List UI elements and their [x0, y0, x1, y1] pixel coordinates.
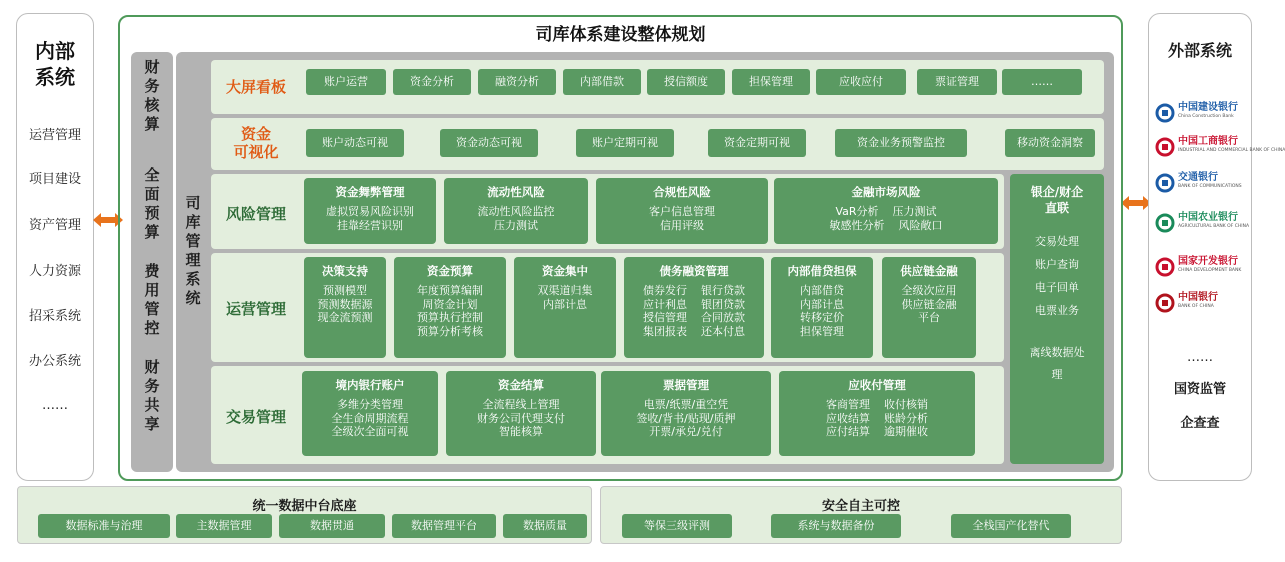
finance-column-label: 财 务 共 享: [144, 358, 160, 433]
risk-box-line: 敏感性分析 风险敞口: [829, 218, 943, 232]
risk-box-line: 虚拟贸易风险识别: [326, 205, 414, 218]
internal-system-item[interactable]: 人力资源: [28, 264, 81, 279]
bank-english-name: INDUSTRIAL AND COMMERCIAL BANK OF CHINA: [1178, 148, 1285, 153]
ops-box-line: 周资金计划: [422, 297, 478, 311]
ops-box-line: 全级次应用: [901, 284, 957, 297]
bank-emblem-icon: [1155, 293, 1175, 313]
external-ellipsis: ……: [1187, 350, 1213, 365]
ops-box-line: 年度预算编制: [417, 284, 483, 297]
bank-english-name: BANK OF CHINA: [1178, 304, 1214, 309]
bank-name: 中国建设银行: [1178, 102, 1238, 113]
ops-box: [514, 257, 616, 358]
bank-name: 中国银行: [1178, 292, 1218, 303]
trade-label: 交易管理: [225, 408, 286, 426]
ops-box-line: 平台: [918, 311, 940, 324]
ops-box-title: 供应链金融: [900, 264, 958, 278]
risk-box-line: 信用评级: [660, 218, 704, 232]
bank-english-name: AGRICULTURAL BANK OF CHINA: [1178, 224, 1250, 229]
bank-name: 交通银行: [1178, 172, 1218, 183]
ops-box-title: 内部借贷担保: [787, 264, 857, 278]
dashboard-item[interactable]: 账户运营: [306, 69, 386, 95]
risk-label: 风险管理: [225, 205, 286, 223]
dashboard-item[interactable]: 授信额度: [647, 69, 725, 95]
external-systems-title: 外部系统: [1167, 41, 1232, 60]
visual-item[interactable]: 账户定期可视: [576, 129, 674, 157]
trade-box-title: 票据管理: [663, 378, 709, 392]
trade-box-line: 多维分类管理: [337, 398, 403, 411]
ops-box: [304, 257, 386, 358]
bank-emblem-icon: [1155, 257, 1175, 277]
bank-name: 中国工商银行: [1178, 136, 1238, 147]
ops-box-line: 应计利息 银团贷款: [643, 297, 745, 311]
risk-box-line: 挂靠经营识别: [337, 218, 403, 232]
ops-label: 运营管理: [225, 300, 286, 318]
ops-box-body: [771, 284, 873, 338]
trade-box-body: [779, 398, 975, 439]
security-item[interactable]: 系统与数据备份: [771, 514, 901, 538]
trade-box-line: 全级次全面可视: [331, 425, 409, 438]
trade-box-title: 境内银行账户: [335, 378, 405, 392]
bank-name: 中国农业银行: [1178, 212, 1238, 223]
bank-link-column: [1010, 174, 1104, 464]
visual-item[interactable]: 资金定期可视: [708, 129, 806, 157]
security-item[interactable]: 等保三级评测: [622, 514, 732, 538]
bank-name: 国家开发银行: [1178, 256, 1238, 267]
trade-box-line: 应收结算 账龄分析: [826, 411, 928, 425]
bank-emblem-icon: [1155, 173, 1175, 193]
bank-logo[interactable]: [1152, 136, 1285, 158]
ops-box-line: 双渠道归集: [537, 284, 593, 297]
right-bidirectional-arrow-icon: [1121, 196, 1151, 210]
qichacha-label: 企查查: [1180, 416, 1220, 431]
risk-box-title: 资金舞弊管理: [335, 185, 405, 199]
trade-box-body: [446, 398, 596, 439]
bank-english-name: CHINA DEVELOPMENT BANK: [1178, 268, 1242, 273]
ops-box-line: 现金流预测: [317, 311, 373, 324]
internal-system-item[interactable]: 运营管理: [28, 128, 81, 143]
bank-logo[interactable]: [1152, 212, 1250, 234]
ops-box: [771, 257, 873, 358]
risk-box-body: [444, 205, 588, 232]
risk-box: [304, 178, 436, 244]
data-platform-title: 统一数据中台底座: [252, 499, 357, 514]
ops-box: [882, 257, 976, 358]
risk-box-title: 金融市场风险: [851, 185, 921, 199]
treasury-system-label: 司 库 管 理 系 统: [185, 194, 201, 307]
dashboard-item[interactable]: 应收应付: [816, 69, 906, 95]
data-platform-item[interactable]: 数据标准与治理: [38, 514, 170, 538]
regulator-label: 国资监管: [1173, 382, 1226, 397]
ops-box-line: 授信管理 合同放款: [643, 311, 745, 324]
visual-label: 资金 可视化: [233, 125, 279, 161]
bank-link-title: 银企/财企 直联: [1030, 185, 1084, 215]
risk-box-title: 流动性风险: [487, 185, 545, 199]
bank-logo[interactable]: [1152, 256, 1250, 278]
trade-box: [446, 371, 596, 456]
internal-system-item[interactable]: 招采系统: [28, 309, 81, 324]
bank-logo[interactable]: [1152, 172, 1250, 194]
bank-link-item[interactable]: 交易处理: [1035, 235, 1079, 248]
dashboard-item[interactable]: 融资分析: [478, 69, 556, 95]
risk-box-body: [596, 205, 768, 232]
ops-box-title: 决策支持: [322, 264, 368, 278]
internal-system-item[interactable]: 项目建设: [28, 172, 81, 187]
trade-box-title: 应收付管理: [848, 378, 906, 392]
risk-box: [444, 178, 588, 244]
data-platform-item[interactable]: 数据贯通: [279, 514, 385, 538]
risk-box-body: [304, 205, 436, 232]
ops-box-body: [394, 284, 506, 338]
risk-box-line: VaR分析 压力测试: [835, 205, 937, 218]
internal-systems-title: 内部 系统: [35, 39, 75, 89]
trade-box-line: 签收/背书/贴现/质押: [636, 411, 736, 425]
dashboard-item[interactable]: 内部借款: [563, 69, 641, 95]
trade-box-body: [601, 398, 771, 439]
security-item[interactable]: 全栈国产化替代: [951, 514, 1071, 538]
data-platform-item[interactable]: 数据管理平台: [392, 514, 496, 538]
risk-box-line: 客户信息管理: [649, 205, 715, 218]
trade-box-line: 全生命周期流程: [331, 411, 409, 425]
ops-box-body: [514, 284, 616, 311]
ops-box-body: [624, 284, 764, 338]
risk-box-title: 合规性风险: [653, 185, 711, 199]
ops-box-title: 资金集中: [542, 264, 588, 278]
risk-box: [596, 178, 768, 244]
trade-box-line: 开票/承兑/兑付: [649, 425, 723, 438]
trade-box-line: 智能核算: [499, 425, 543, 438]
dashboard-item[interactable]: 担保管理: [732, 69, 810, 95]
dashboard-item[interactable]: ……: [1002, 69, 1082, 95]
finance-column-label: 全 面 预 算: [144, 166, 160, 241]
trade-box: [302, 371, 438, 456]
risk-box-line: 流动性风险监控: [477, 205, 555, 218]
trade-box-line: 客商管理 收付核销: [826, 398, 928, 411]
trade-box-line: 应付结算 逾期催收: [826, 425, 928, 438]
trade-box-line: 全流程线上管理: [482, 398, 560, 411]
ops-box: [624, 257, 764, 358]
bank-emblem-icon: [1155, 213, 1175, 233]
dashboard-item[interactable]: 资金分析: [393, 69, 471, 95]
trade-box: [779, 371, 975, 456]
internal-system-item[interactable]: 办公系统: [28, 354, 81, 369]
bank-link-extra: 离线数据处 理: [1029, 346, 1085, 381]
trade-box-title: 资金结算: [498, 378, 544, 392]
trade-box-line: 财务公司代理支付: [477, 411, 565, 425]
bank-emblem-icon: [1155, 137, 1175, 157]
trade-box-line: 电票/纸票/重空凭: [643, 398, 729, 411]
ops-box-line: 预测模型: [323, 284, 367, 297]
visual-item[interactable]: 资金动态可视: [440, 129, 538, 157]
visual-item[interactable]: 资金业务预警监控: [835, 129, 967, 157]
bank-logo[interactable]: [1152, 292, 1250, 314]
internal-system-item[interactable]: 资产管理: [28, 218, 81, 233]
ops-box-line: 内部计息: [543, 297, 587, 311]
bank-emblem-icon: [1155, 103, 1175, 123]
trade-box: [601, 371, 771, 456]
ops-box-line: 供应链金融: [901, 297, 957, 311]
data-platform-item[interactable]: 数据质量: [503, 514, 587, 538]
bank-logo[interactable]: [1152, 102, 1250, 124]
data-platform-item[interactable]: 主数据管理: [176, 514, 272, 538]
finance-column: [131, 52, 173, 472]
ops-box-line: 预测数据源: [317, 297, 373, 311]
ops-box-line: 内部计息: [800, 297, 844, 311]
visual-item[interactable]: 账户动态可视: [306, 129, 404, 157]
ops-box-line: 转移定价: [800, 311, 844, 324]
bank-english-name: BANK OF COMMUNICATIONS: [1178, 184, 1242, 189]
security-title: 安全自主可控: [821, 499, 900, 514]
external-systems-panel: [1148, 13, 1252, 481]
trade-box-body: [302, 398, 438, 439]
dashboard-item[interactable]: 票证管理: [917, 69, 997, 95]
ops-box-line: 集团报表 还本付息: [643, 324, 745, 338]
risk-box-body: [774, 205, 998, 232]
risk-box: [774, 178, 998, 244]
ops-box-line: 内部借贷: [800, 284, 844, 297]
ops-box-line: 担保管理: [800, 324, 844, 338]
diagram-title: 司库体系建设整体规划: [535, 25, 706, 45]
ops-box-title: 债务融资管理: [659, 264, 729, 278]
bank-link-item[interactable]: 账户查询: [1035, 258, 1079, 271]
dashboard-label: 大屏看板: [225, 78, 286, 96]
ops-box-body: [882, 284, 976, 325]
finance-column-label: 财 务 核 算: [144, 58, 160, 133]
bank-link-item[interactable]: 电票业务: [1035, 304, 1079, 317]
bank-link-item[interactable]: 电子回单: [1035, 281, 1079, 294]
ops-box-title: 资金预算: [427, 264, 473, 278]
ops-box-line: 预算分析考核: [417, 324, 483, 338]
bank-english-name: China Construction Bank: [1178, 114, 1234, 119]
visual-item[interactable]: 移动资金洞察: [1005, 129, 1095, 157]
ops-box-line: 债券发行 银行贷款: [643, 284, 745, 297]
risk-box-line: 压力测试: [494, 218, 538, 232]
finance-column-label: 费 用 管 控: [144, 262, 160, 337]
ops-box-body: [304, 284, 386, 325]
ops-box: [394, 257, 506, 358]
internal-system-item[interactable]: ……: [42, 398, 68, 413]
ops-box-line: 预算执行控制: [417, 311, 483, 324]
